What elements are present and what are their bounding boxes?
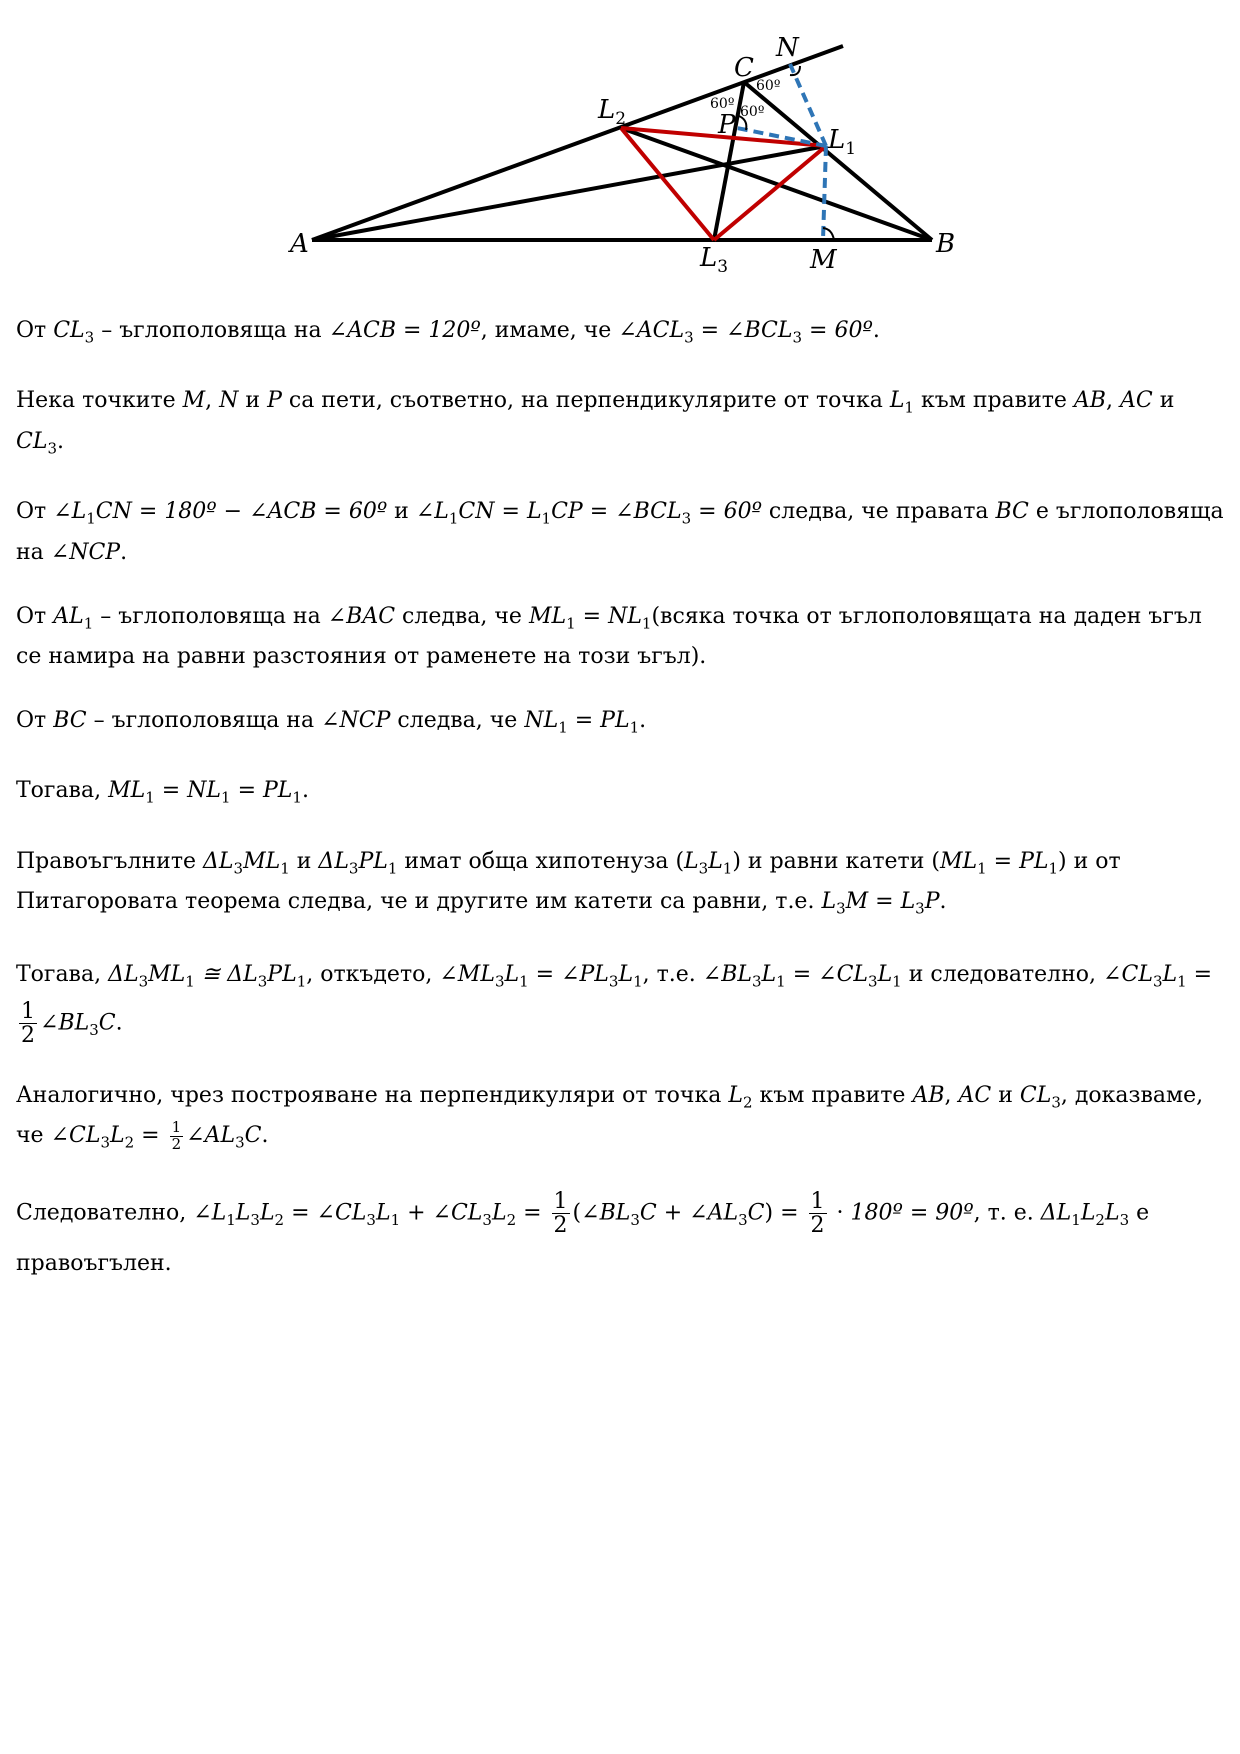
paragraph-5: От BC – ъглополовяща на ∠NCP следва, че $NL_1 = PL_1$. <box>16 707 647 737</box>
paragraph-4: От $AL_1$ – ъглополовяща на ∠BAC следва, че $ML_1$ = $NL_1(всяка$ точка от ъглополовящата на даден ъгъл се намира на равни разстояния от раменете на този ъгъл). <box>16 603 1202 669</box>
label-b: B <box>936 229 956 259</box>
label-m: M <box>810 245 837 275</box>
fraction-half-2: $\frac{1}{2}$ <box>553 1188 568 1238</box>
paragraph-6: Тогава, $ML_1 = NL_1 = PL_1$. <box>16 778 309 807</box>
geometry-figure <box>0 0 1240 280</box>
label-l1: $L_1$ <box>828 125 857 159</box>
paragraph-1: От $CL_3$ – ъглополовяща на ∠ACB = 120º, имаме, че $\angle ACL_3$ = $\angle BCL_3$ = 60º. <box>16 318 880 347</box>
side-cb <box>744 82 932 240</box>
paragraph-9: Аналогично, чрез построяване на перпендикуляри от точка $L_2$ към правите AB, AC и $CL_3$, доказваме, че $\angle CL_3L_2$ = $\frac{1}{2}$ $\angle AL_3C$. <box>16 1082 1204 1153</box>
label-n: N <box>776 33 799 63</box>
paragraph-7: Правоъгълните $\Delta L_3ML_1$ и $\Delta L_3PL_1$ имат обща хипотенуза $(L_3L_1)$ и равни катети $(ML_1 = PL_1)$ и от Питагоровата теорема следва, че и другите им катети са равни, т.е. $L_3M = L_3P$. <box>16 848 1121 918</box>
paragraph-8: Тогава, $\Delta L_3ML_1$ ≅ $\Delta L_3PL_1$, откъдето, $\angle ML_3L_1$ = $\angle PL_3L_1$, т.е. $\angle BL_3L_1$ = $\angle CL_3L_1$ и следователно, $\angle CL_3L_1$ = $\frac{1}{2}$ $\angle BL_3C$. <box>16 961 1213 1048</box>
perpendicular-l1m <box>823 146 826 240</box>
label-c: C <box>734 53 754 83</box>
angle-label-2: 60º <box>710 96 735 112</box>
label-l2: $L_2$ <box>598 95 627 129</box>
paragraph-3: От $\angle L_1CN$ = 180º − ∠ACB = 60º и $\angle L_1CN = L_1CP$ = $\angle BCL_3$ = 60º следва, че правата BC е ъглополовяща на ∠NCP. <box>16 499 1224 565</box>
perpendiculars <box>737 64 826 240</box>
fraction-half: $\frac{1}{2}$ <box>21 998 35 1048</box>
line-ac-extended <box>312 46 843 240</box>
bisector-al1 <box>312 146 826 240</box>
label-p: P <box>718 110 736 140</box>
angle-label-1: 60º <box>756 78 781 94</box>
label-l3: $L_3$ <box>700 243 729 277</box>
label-a: A <box>290 229 309 259</box>
fraction-half-small: $\frac{1}{2}$ <box>171 1118 182 1153</box>
angle-label-3: 60º <box>740 104 765 120</box>
paragraph-10: Следователно, $\angle L_1L_3L_2$ = $\angle CL_3L_1$ + $\angle CL_3L_2$ = $\frac{1}{2}$ ($\angle BL_3C$ + $\angle AL_3C$) = $\frac{1}{2}$ · 180º = 90º, т. е. $\Delta L_1L_2L_3$ е правоъгълен. <box>16 1188 1150 1276</box>
proof-text <box>16 314 1226 1316</box>
paragraph-2: Нека точките M, N и P са пети, съответно, на перпендикулярите от точка $L_1$ към правите AB, AC и $CL_3$. <box>16 388 1175 458</box>
fraction-half-3: $\frac{1}{2}$ <box>810 1188 825 1238</box>
